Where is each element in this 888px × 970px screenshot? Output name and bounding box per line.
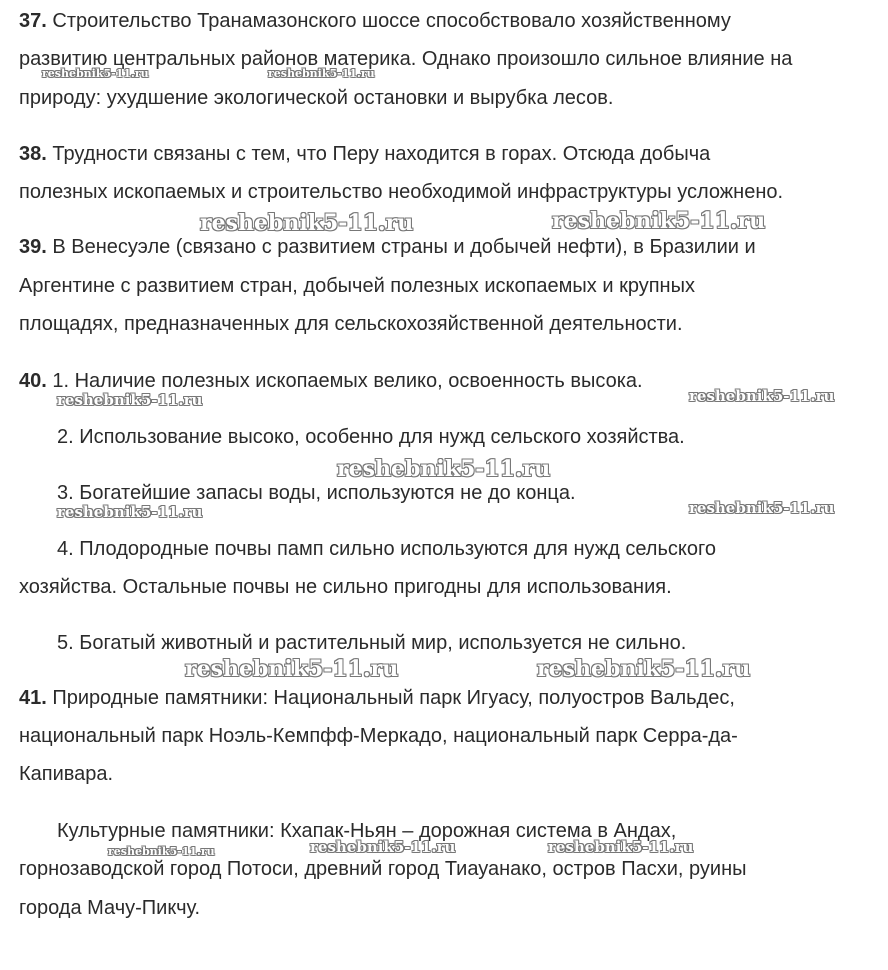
answer-39-line-1	[19, 235, 756, 259]
answer-37-line-2: развитию центральных районов материка. Однако произошло сильное влияние на	[19, 48, 793, 70]
watermark: reshebnik5-11.ru	[57, 503, 203, 521]
answer-41-line-3: Капивара.	[19, 763, 114, 785]
answer-40-item-1	[19, 369, 643, 393]
answer-41-text-1: Природные памятники: Национальный парк Игуасу, полуостров Вальдес,	[46, 687, 735, 709]
answer-38-line-2: полезных ископаемых и строительство необходимой инфраструктуры усложнено.	[19, 181, 784, 203]
watermark: reshebnik5-11.ru	[268, 67, 375, 80]
watermark: reshebnik5-11.ru	[108, 845, 215, 858]
answer-37-number: 37.	[19, 10, 47, 32]
answer-41-number: 41.	[19, 687, 47, 709]
watermark: reshebnik5-11.ru	[57, 391, 203, 409]
answer-41-line-1	[19, 686, 735, 710]
answer-40-item-3: 3. Богатейшие запасы воды, используются не до конца.	[57, 482, 576, 504]
answer-40-number: 40.	[19, 370, 47, 392]
answer-37-text-1: Строительство Транамазонского шоссе способствовало хозяйственному	[46, 10, 731, 32]
answer-39-number: 39.	[19, 236, 47, 258]
answer-39-text-1: В Венесуэле (связано с развитием страны и добычей нефти), в Бразилии и	[46, 236, 756, 258]
watermark: reshebnik5-11.ru	[200, 210, 414, 236]
answer-38-text-1: Трудности связаны с тем, что Перу находится в горах. Отсюда добыча	[46, 143, 711, 165]
answer-38-number: 38.	[19, 143, 47, 165]
watermark: reshebnik5-11.ru	[337, 456, 551, 482]
answer-40-item-4-cont: хозяйства. Остальные почвы не сильно пригодны для использования.	[19, 576, 672, 598]
answer-41-culture-line-1: Культурные памятники: Кхапак-Ньян – дорожная система в Андах,	[57, 820, 677, 842]
watermark: reshebnik5-11.ru	[537, 656, 751, 682]
answer-39-line-3: площадях, предназначенных для сельскохозяйственной деятельности.	[19, 313, 683, 335]
answer-40-text-1: 1. Наличие полезных ископаемых велико, освоенность высока.	[46, 370, 643, 392]
watermark: reshebnik5-11.ru	[185, 656, 399, 682]
watermark: reshebnik5-11.ru	[552, 208, 766, 234]
watermark: reshebnik5-11.ru	[548, 838, 694, 856]
answer-41-line-2: национальный парк Ноэль-Кемпфф-Меркадо, национальный парк Серра-да-	[19, 725, 738, 747]
answer-37-line-3: природу: ухудшение экологической остановки и вырубка лесов.	[19, 87, 614, 109]
answer-39-line-2: Аргентине с развитием стран, добычей полезных ископаемых и крупных	[19, 275, 695, 297]
answer-40-item-5: 5. Богатый животный и растительный мир, используется не сильно.	[57, 632, 687, 654]
watermark: reshebnik5-11.ru	[42, 67, 149, 80]
answer-37-line-1	[19, 9, 731, 33]
answer-41-culture-line-3: города Мачу-Пикчу.	[19, 897, 201, 919]
watermark: reshebnik5-11.ru	[689, 387, 835, 405]
answer-38-line-1	[19, 142, 710, 166]
watermark: reshebnik5-11.ru	[310, 838, 456, 856]
answer-40-item-4: 4. Плодородные почвы памп сильно используются для нужд сельского	[57, 538, 716, 560]
answer-41-culture-line-2: горнозаводской город Потоси, древний город Тиауанако, остров Пасхи, руины	[19, 858, 747, 880]
watermark: reshebnik5-11.ru	[689, 499, 835, 517]
answer-40-item-2: 2. Использование высоко, особенно для нужд сельского хозяйства.	[57, 426, 685, 448]
